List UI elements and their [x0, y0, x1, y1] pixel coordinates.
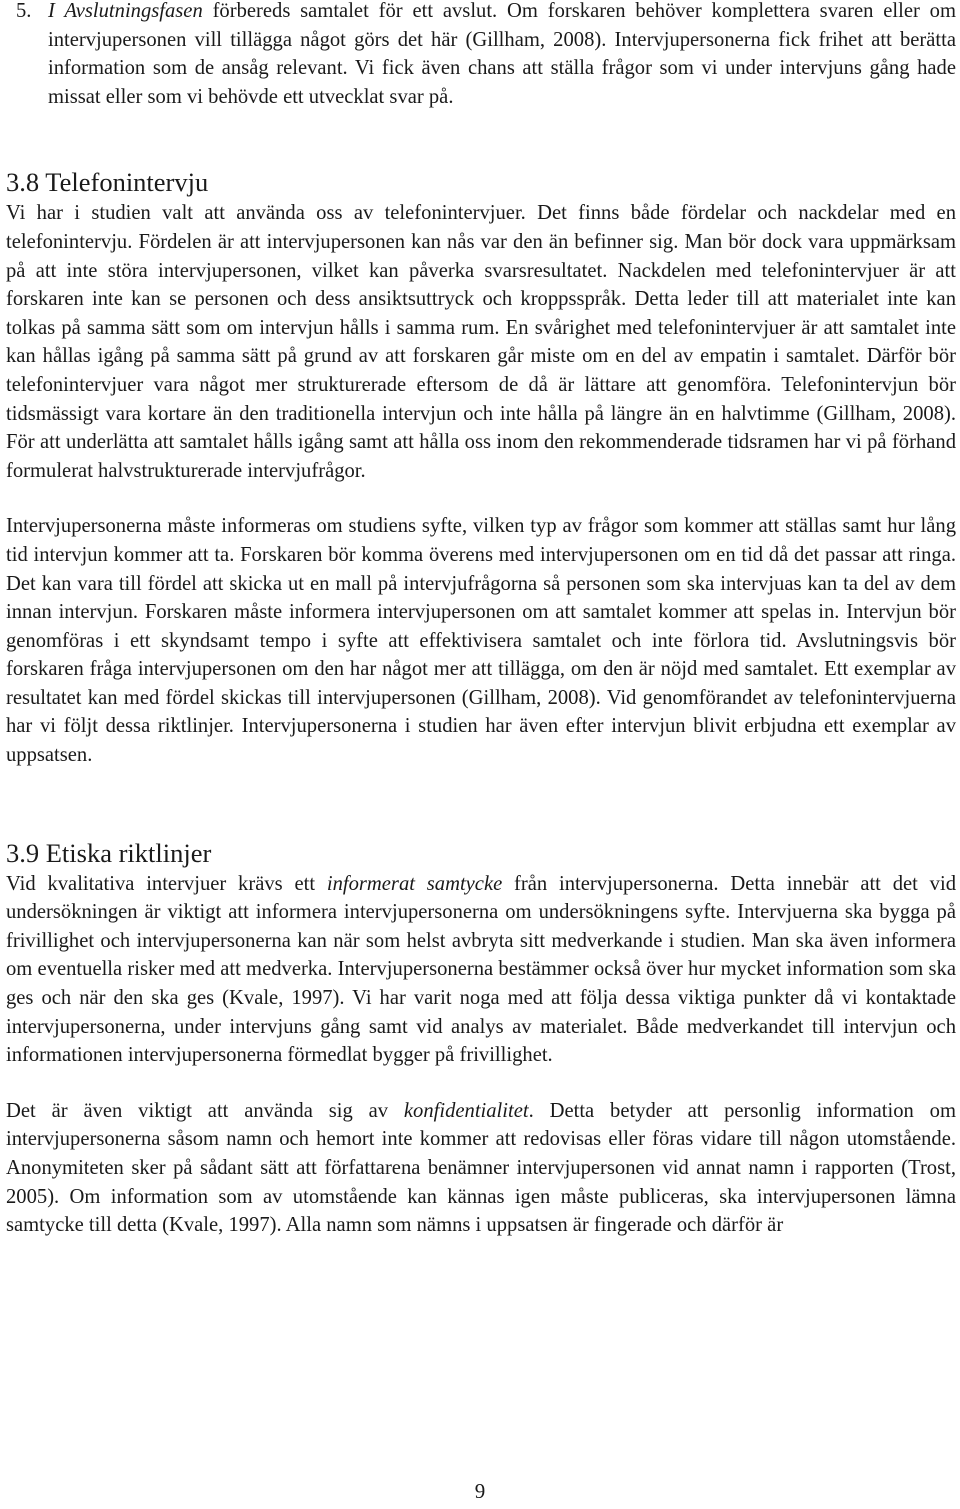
paragraph-text-after: från intervjupersonerna. Detta innebär att det vid undersökningen är viktigt att informera intervjupersonerna om undersökningens syfte. Intervjuerna ska bygga på frivillighet och intervjupersonerna kan när som helst avbryta sitt medverkande i studien. Man ska även informera om eventuella risker med att medverka. Intervjupersonerna bestämmer också över hur mycket information som ska ges och när den ska ges (Kvale, 1997). Vi har varit noga med att följa dessa viktiga punkter då vi kontaktade intervjupersonerna, under intervjuns gång samt vid analys av materialet. Både medverkandet till intervjun och informationen intervjupersonerna förmedlat bygger på frivillighet. — [6, 872, 956, 1067]
page-number: 9 — [474, 1479, 486, 1503]
list-item-title: I Avslutningsfasen — [48, 0, 203, 22]
list-item-text: förbereds samtalet för ett avslut. Om forskaren behöver komplettera svaren eller om intervjupersonen vill tillägga något görs det här (Gillham, 2008). Intervjupersonerna fick frihet att berätta information som de ansåg relevant. Vi fick även chans att ställa frågor som vi under intervjuns gång hade missat eller som vi behövde ett utvecklat svar på. — [48, 0, 956, 108]
list-item-number: 5. — [16, 0, 32, 22]
section-heading-3-8: 3.8 Telefonintervju — [6, 167, 209, 198]
section-heading-3-9: 3.9 Etiska riktlinjer — [6, 837, 212, 868]
section-3-8-paragraph-2: Intervjupersonerna måste informeras om studiens syfte, vilken typ av frågor som kommer att ställas samt hur lång tid intervjun kommer att ta. Forskaren bör komma överens med intervjupersonen om en tid då det passar att ringa. Det kan vara till fördel att skicka ut en mall på intervjufrågorna så personen som ska intervjuas kan ta del av dem innan intervjun. Forskaren måste informera intervjupersonen om att samtalet kommer att spelas in. Intervjun bör genomföras i ett skyndsamt tempo i syfte att effektivisera samtalet och inte förlora tid. Avslutningsvis bör forskaren fråga intervjupersonen om den har något mer att tillägga, om den är nöjd med samtalet. Ett exemplar av resultatet kan med fördel skickas till intervjupersonen (Gillham, 2008). Vid genomförandet av telefonintervjuerna har vi följt dessa riktlinjer. Intervjupersonerna i studien har även efter intervjun blivit erbjudna ett exemplar av uppsatsen. — [6, 515, 956, 767]
paragraph-text-before: Vid kvalitativa intervjuer krävs ett — [6, 872, 327, 895]
section-3-9-paragraph-2 — [6, 1097, 956, 1240]
paragraph-text-after: . Detta betyder att personlig information om intervjupersonerna såsom namn och hemort inte kommer att redovisas eller föras vidare till någon utomstående. Anonymiteten sker på sådant sätt att författarena benämner intervjupersonen vid annat namn i rapporten (Trost, 2005). Om information som av utomstående kan kännas igen måste publiceras, ska intervjupersonen lämna samtycke till detta (Kvale, 1997). Alla namn som nämns i uppsatsen är fingerade och därför är — [6, 1099, 956, 1237]
paragraph-text-before: Det är även viktigt att använda sig av — [6, 1099, 404, 1122]
emphasis-informerat-samtycke: informerat samtycke — [326, 872, 503, 895]
section-3-8-paragraph-1: Vi har i studien valt att använda oss av telefonintervjuer. Det finns både fördelar och nackdelar med en telefonintervju. Fördelen är att intervjupersonen kan nås var den än befinner sig. Man bör dock vara uppmärksam på att inte störa intervjupersonen, vilket kan påverka svarsresultatet. Nackdelen med telefonintervjuer är att forskaren inte kan se personen och dess ansiktsuttryck och kroppsspråk. Detta leder till att materialet inte kan tolkas på samma sätt som om intervjun hålls i samma rum. En svårighet med telefonintervjuer är att samtalet inte kan hållas igång på samma sätt på grund av att forskaren går miste om en del av empatin i samtalet. Därför bör telefonintervjuer vara något mer strukturerade eftersom de då är lättare att genomföra. Telefonintervjun bör tidsmässigt vara kortare än den traditionella intervjun och inte hålla på längre än en halvtimme (Gillham, 2008). För att underlätta att samtalet hålls igång samt att hålla oss inom den rekommenderade tidsramen har vi på förhand formulerat halvstrukturerade intervjufrågor. — [6, 202, 956, 482]
section-3-9-paragraph-1 — [6, 870, 956, 1070]
list-item-5 — [6, 0, 956, 111]
emphasis-konfidentialitet: konfidentialitet — [403, 1099, 529, 1122]
